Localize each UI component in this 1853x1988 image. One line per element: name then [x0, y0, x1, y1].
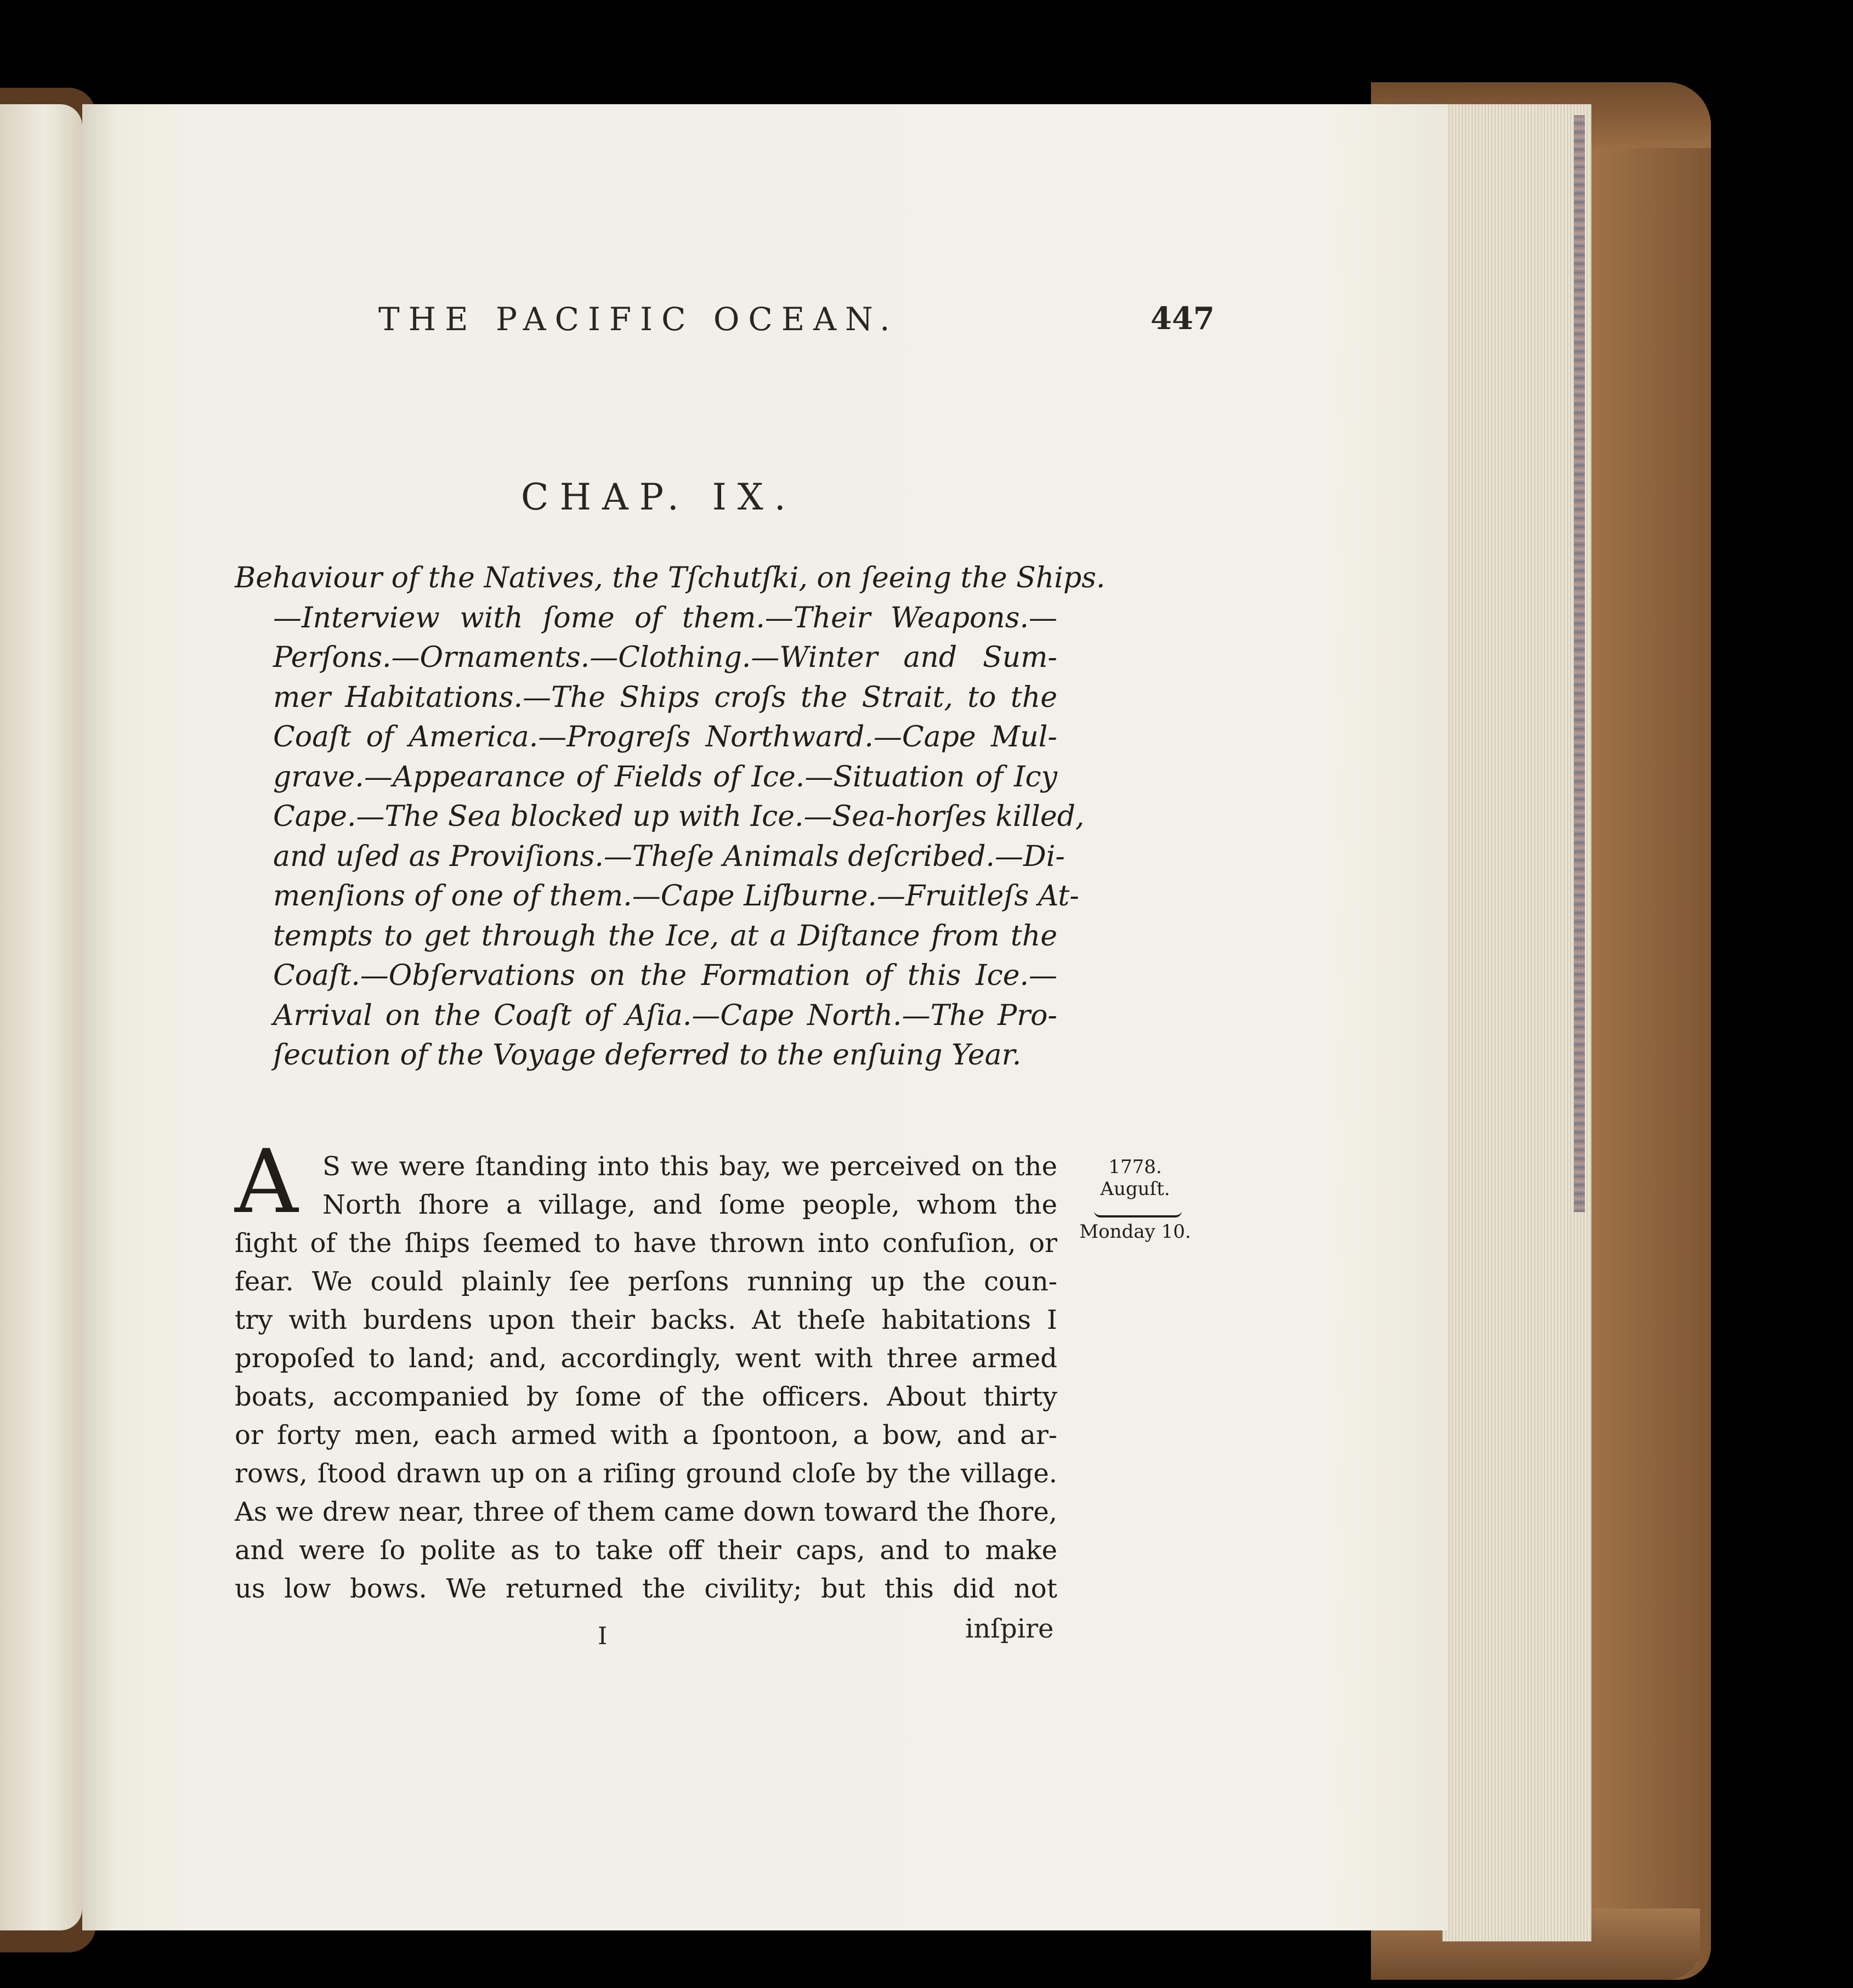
signature-mark: I [598, 1622, 608, 1650]
headband [1574, 115, 1585, 1212]
body-line: propoſed to land; and, accordingly, went with three armed [235, 1343, 1057, 1374]
summary-line: grave.—Appearance of Fields of Ice.—Situation of Icy [273, 760, 1057, 794]
summary-line: and uſed as Proviſions.—Theſe Animals deſcribed.—Di- [273, 840, 1065, 873]
summary-line: mer Habitations.—The Ships croſs the Strait, to the [273, 681, 1057, 714]
summary-line: Coaſt.—Obſervations on the Formation of this Ice.— [273, 959, 1057, 992]
summary-line: menſions of one of them.—Cape Liſburne.—Fruitleſs At- [273, 880, 1079, 913]
body-line: or forty men, each armed with a ſpontoon, a bow, and ar- [235, 1420, 1057, 1451]
body-line: S we were ſtanding into this bay, we perceived on the [322, 1151, 1057, 1182]
body-line: rows, ſtood drawn up on a riſing ground cloſe by the village. [235, 1458, 1057, 1489]
running-title: THE PACIFIC OCEAN. [378, 301, 899, 338]
body-line: As we drew near, three of them came down toward the ſhore, [235, 1497, 1057, 1527]
summary-line: Cape.—The Sea blocked up with Ice.—Sea-horſes killed, [273, 800, 1085, 833]
summary-line: tempts to get through the Ice, at a Diſtance from the [273, 919, 1057, 953]
catchword: inſpire [965, 1613, 1054, 1644]
summary-line: Arrival on the Coaſt of Aſia.—Cape North.—The Pro- [273, 999, 1057, 1032]
summary-line: Coaſt of America.—Progreſs Northward.—Cape Mul- [273, 721, 1057, 754]
drop-cap: A [235, 1130, 298, 1233]
page-number: 447 [1151, 301, 1215, 337]
margin-note-year: 1778. [1108, 1156, 1162, 1178]
summary-line: ſecution of the Voyage deferred to the enſuing Year. [273, 1039, 1022, 1072]
body-text [235, 1147, 1057, 1608]
facing-page-edge [0, 104, 82, 1930]
body-line: North ſhore a village, and ſome people, whom the [322, 1190, 1057, 1220]
body-line: ſight of the ſhips ſeemed to have thrown into confuſion, or [235, 1228, 1057, 1259]
summary-line: —Interview with ſome of them.—Their Weapons.— [273, 601, 1057, 635]
chapter-heading: CHAP. IX. [521, 476, 797, 518]
margin-note-day: Monday 10. [1079, 1221, 1191, 1243]
margin-note-brace [1094, 1207, 1182, 1217]
body-line: us low bows. We returned the civility; but this did not [235, 1573, 1057, 1604]
body-line: try with burdens upon their backs. At theſe habitations I [235, 1305, 1057, 1335]
body-line: fear. We could plainly ſee perſons running up the coun- [235, 1266, 1057, 1297]
margin-note-month: Auguſt. [1100, 1178, 1170, 1200]
summary-line: Perſons.—Ornaments.—Clothing.—Winter and Sum- [273, 641, 1057, 674]
summary-line: Behaviour of the Natives, the Tſchutſki, on ſeeing the Ships. [235, 562, 1106, 594]
chapter-summary [235, 558, 1106, 1075]
page-block-fore-edge [1442, 104, 1591, 1941]
body-line: and were ſo polite as to take off their caps, and to make [235, 1535, 1057, 1566]
body-line: boats, accompanied by ſome of the officers. About thirty [235, 1381, 1057, 1412]
